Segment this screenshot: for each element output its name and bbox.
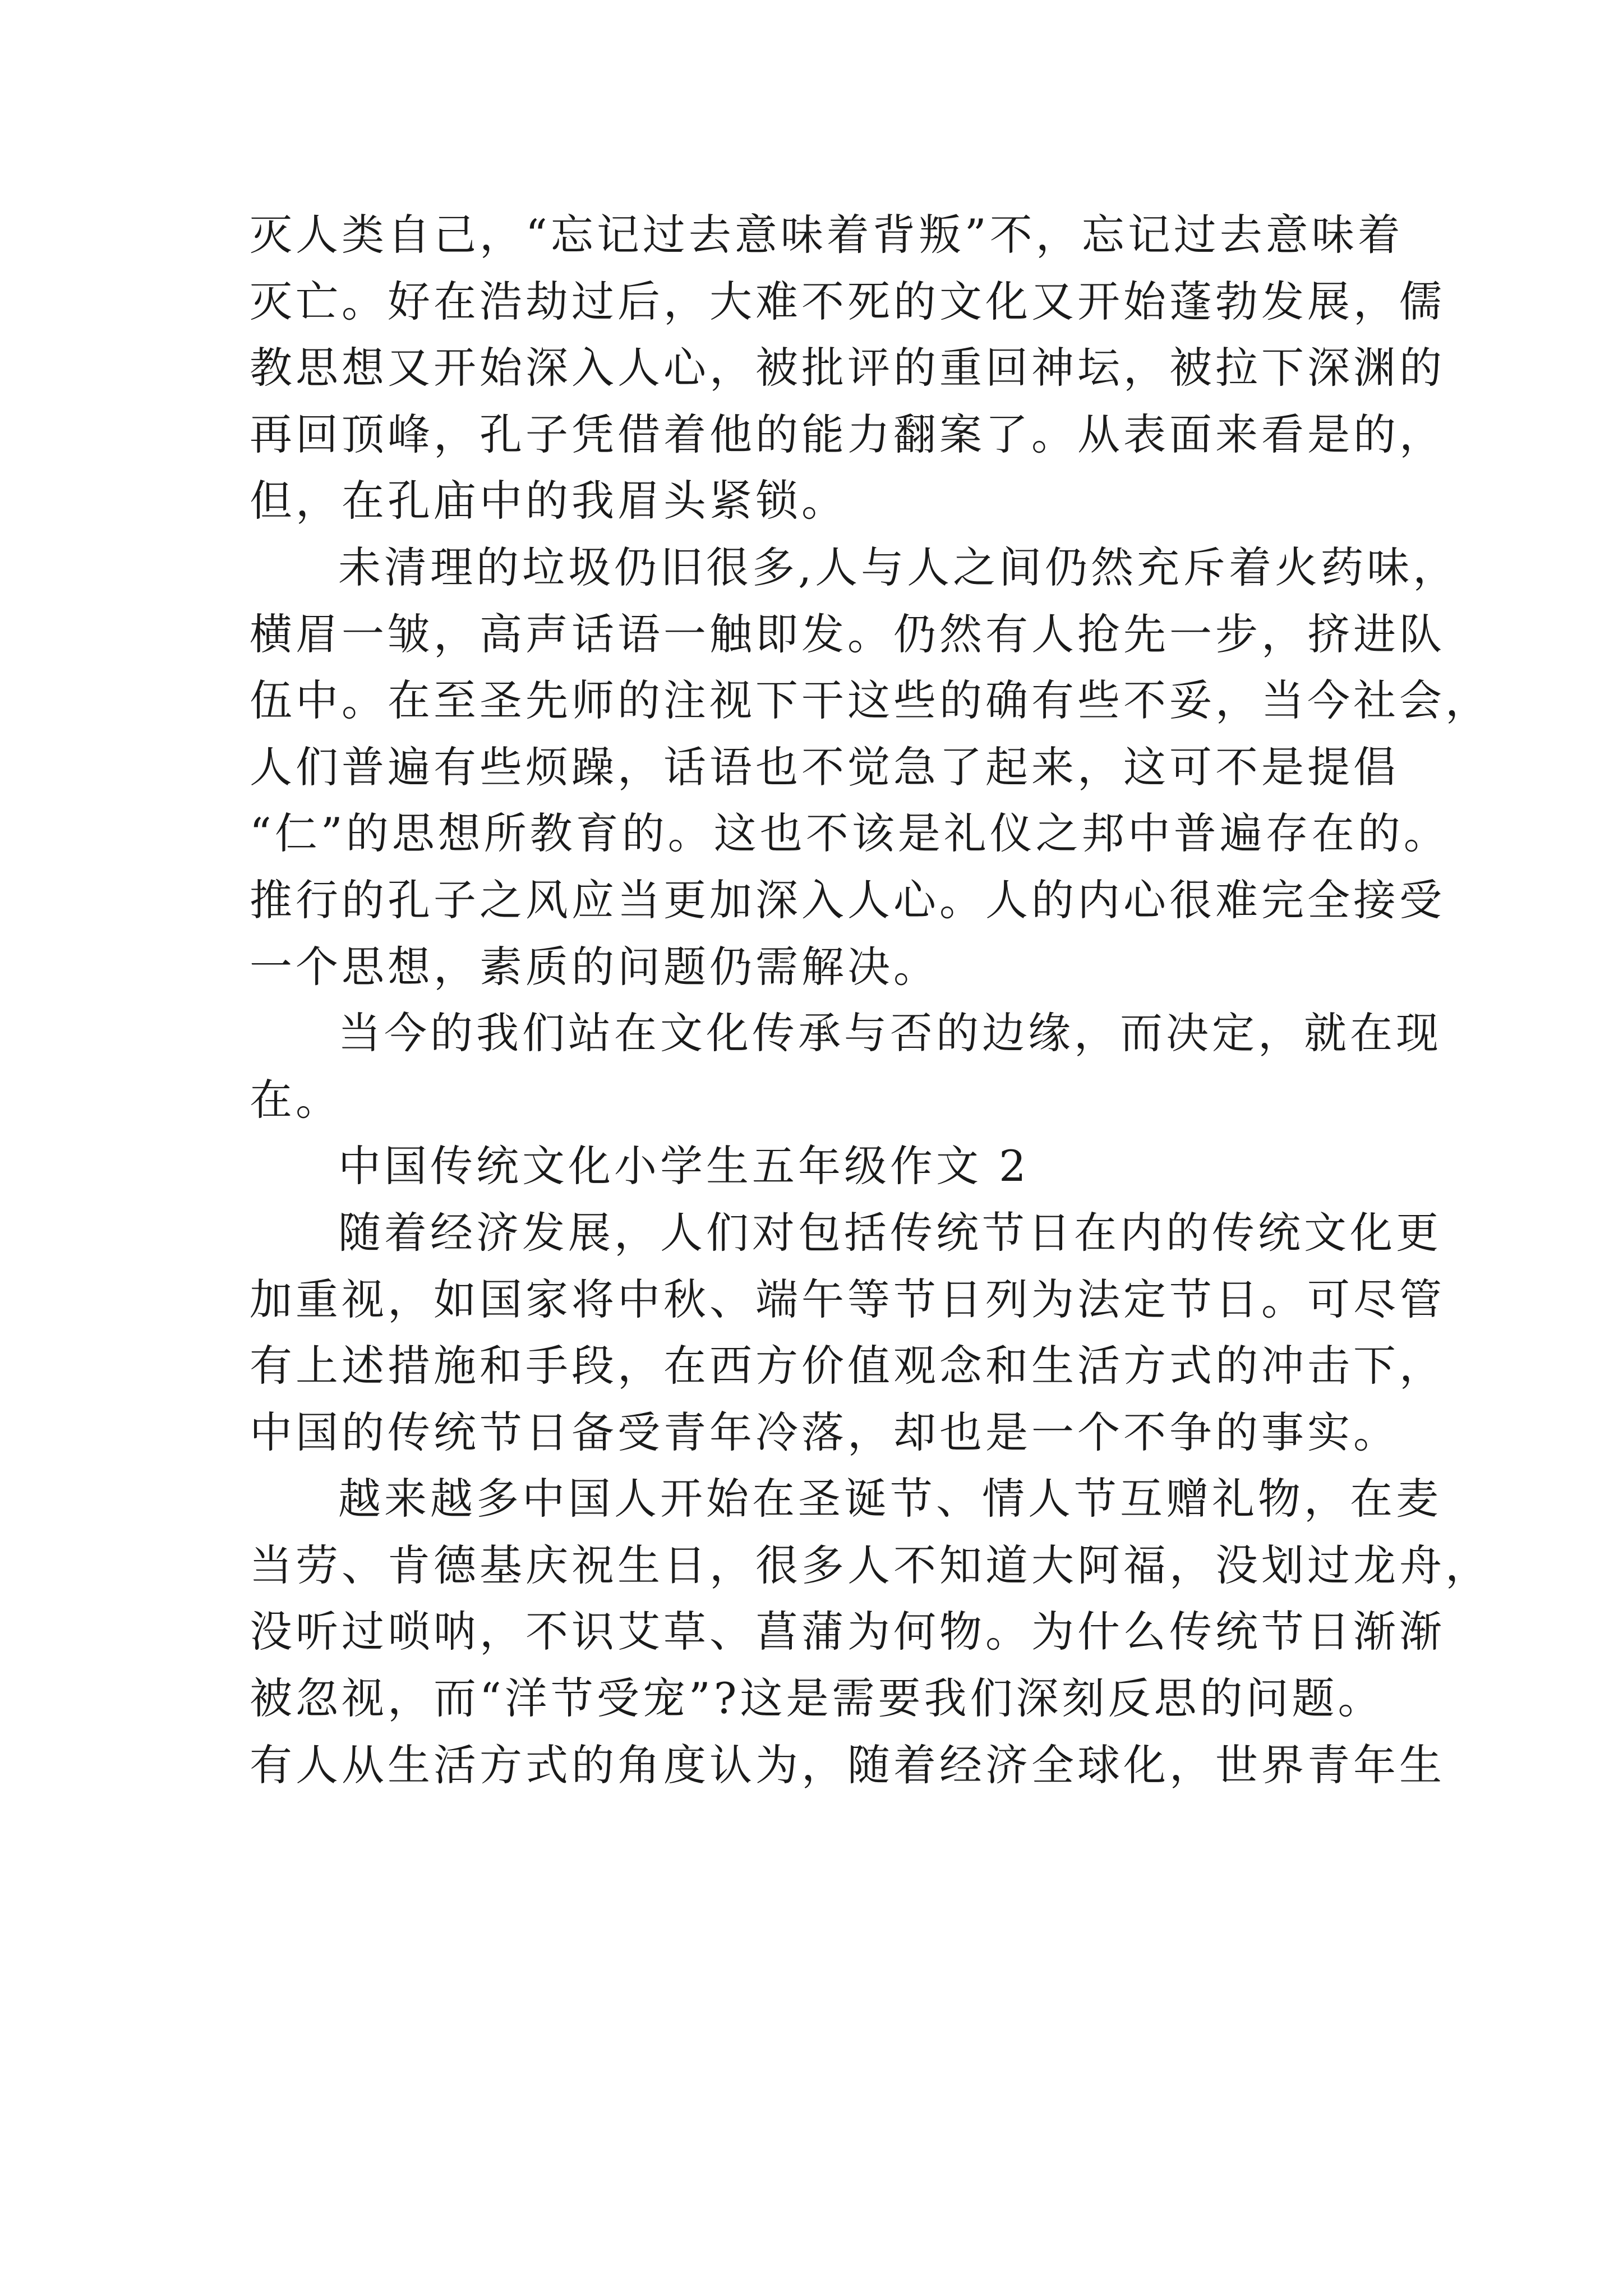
text-line: 中国的传统节日备受青年冷落，却也是一个不争的事实。: [250, 1407, 1399, 1457]
section-heading: 中国传统文化小学生五年级作文 2: [338, 1141, 1030, 1191]
paragraph-first-line: 当今的我们站在文化传承与否的边缘，而决定，就在现: [338, 1008, 1442, 1059]
text-line: 但，在孔庙中的我眉头紧锁。: [250, 476, 847, 526]
paragraph-first-line: 随着经济发展，人们对包括传统节日在内的传统文化更: [338, 1207, 1442, 1258]
text-line: 有人从生活方式的角度认为，随着经济全球化，世界青年生: [250, 1740, 1445, 1790]
text-line: 加重视，如国家将中秋、端午等节日列为法定节日。可尽管: [250, 1274, 1445, 1324]
text-line: 再回顶峰，孔子凭借着他的能力翻案了。从表面来看是的，: [250, 409, 1445, 459]
text-line: 推行的孔子之风应当更加深入人心。人的内心很难完全接受: [250, 875, 1445, 925]
text-line: 灭亡。好在浩劫过后，大难不死的文化又开始蓬勃发展，儒: [250, 276, 1445, 326]
text-line: 被忽视，而“洋节受宠”?这是需要我们深刻反思的问题。: [250, 1673, 1384, 1724]
paragraph-first-line: 越来越多中国人开始在圣诞节、情人节互赠礼物，在麦: [338, 1474, 1442, 1524]
text-line: 人们普遍有些烦躁，话语也不觉急了起来，这可不是提倡: [250, 742, 1399, 792]
paragraph-first-line: 未清理的垃圾仍旧很多,人与人之间仍然充斥着火药味，: [338, 542, 1459, 592]
text-line: 一个思想，素质的问题仍需解决。: [250, 941, 939, 992]
text-line: 当劳、肯德基庆祝生日，很多人不知道大阿福，没划过龙舟，: [250, 1540, 1491, 1590]
essay-body: [250, 202, 1491, 1798]
text-line: 有上述措施和手段，在西方价值观念和生活方式的冲击下，: [250, 1341, 1445, 1391]
text-line: “仁”的思想所教育的。这也不该是礼仪之邦中普遍存在的。: [250, 808, 1450, 859]
text-line: 在。: [250, 1074, 342, 1125]
text-line: 没听过唢呐，不识艾草、菖蒲为何物。为什么传统节日渐渐: [250, 1607, 1445, 1657]
text-line: 灭人类自己，“忘记过去意味着背叛”不，忘记过去意味着: [250, 210, 1404, 260]
text-line: 教思想又开始深入人心，被批评的重回神坛，被拉下深渊的: [250, 343, 1445, 393]
text-line: 伍中。在至圣先师的注视下干这些的确有些不妥，当今社会，: [250, 675, 1491, 726]
text-line: 横眉一皱，高声话语一触即发。仍然有人抢先一步，挤进队: [250, 609, 1445, 659]
